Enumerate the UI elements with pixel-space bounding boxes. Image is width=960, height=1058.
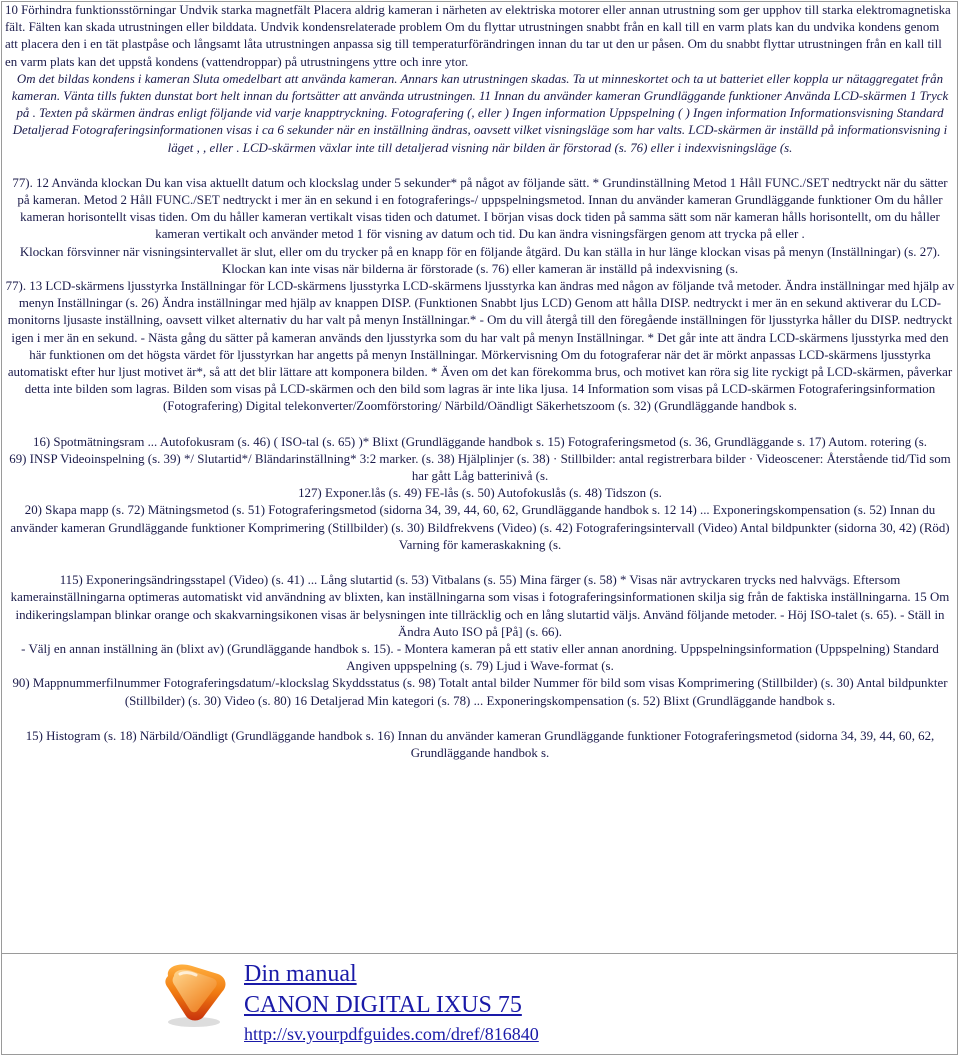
paragraph: 77). 12 Använda klockan Du kan visa aktuellt datum och klockslag under 5 sekunder* på något av följande sätt. * Grundinställning Metod 1 Håll FUNC./SET nedtryckt när du sätter på kameran. Metod 2 Håll FUNC./SET nedtryckt i mer än en sekund i en fotograferings-/ uppspelningsmetod. Innan du använder kameran Grundläggande funktioner Om du håller kameran horisontellt visas tiden. Om du håller kameran vertikalt visas tiden och datumet. I början visas dock tiden på samma sätt som när kameran hålls horisontellt, om du håller kameran vertikalt och använder metod 1 för visning av datum och tid. Du kan ändra visningsfärgen genom att trycka på eller . xyxy=(12,175,948,242)
paragraph: 20) Skapa mapp (s. 72) Mätningsmetod (s. 51) Fotograferingsmetod (sidorna 34, 39, 44, 60, 62, Grundläggande handbok s. 12 14) ... Exponeringskompensation (s. 52) Innan du använder kameran Grundläggande funktioner Komprimering (Stillbilder) (s. 30) Bildfrekvens (Video) (s. 42) Fotograferingsintervall (Video) Antal bildpunkter (sidorna 30, 42) (Röd) Varning för kameraskakning (s. xyxy=(10,503,950,552)
manual-link[interactable]: Din manual xyxy=(244,961,357,987)
paragraph: Om det bildas kondens i kameran Sluta omedelbart att använda kameran. Annars kan utrustningen skadas. Ta ut minneskortet och ta ut batteriet eller koppla ur nätaggregatet från kameran. Vänta tills fukten dunstat bort helt innan du fortsätter att använda utrustningen. 11 Innan du använder kameran Grundläggande funktioner Använda LCD-skärmen 1 Tryck på . Texten på skärmen ändras enligt följande vid varje knapptryckning. Fotografering (, eller ) Ingen information Uppspelning ( ) Ingen information Informationsvisning Standard Detaljerad Fotograferingsinformationen visas i ca 6 sekunder när en inställning ändras, oavsett vilket visningsläge som har valts. LCD-skärmen är inställd på informationsvisning i läget , , eller . LCD-skärmen växlar inte till detaljerad visning när bilden är förstorad (s. 76) eller i indexvisningsläge (s. xyxy=(11,71,949,155)
paragraph: 115) Exponeringsändringsstapel (Video) (s. 41) ... Lång slutartid (s. 53) Vitbalans (s. 55) Mina färger (s. 58) * Visas när avtryckaren trycks ned halvvägs. Eftersom kamerainställningarna optimeras automatiskt vid användning av blixten, kan inställningarna som visas i fotograferingsinformationen skilja sig från de faktiska inställningarna. 15 Om indikeringslampan blinkar orange och skakvarningsikonen visas är belysningen inte tillräcklig och en lång slutartid väljs. Använd följande metoder. - Höj ISO-talet (s. 65). - Ställ in Ändra Auto ISO på [På] (s. 66). xyxy=(10,573,950,639)
download-arrow-icon xyxy=(158,958,230,1030)
document-body xyxy=(5,2,955,762)
paragraph: 15) Histogram (s. 18) Närbild/Oändligt (Grundläggande handbok s. 16) Innan du använder kameran Grundläggande funktioner Fotograferingsmetod (sidorna 34, 39, 44, 60, 62, Grundläggande handbok s. xyxy=(25,728,935,760)
url-link[interactable]: http://sv.yourpdfguides.com/dref/816840 xyxy=(244,1024,539,1044)
footer-links xyxy=(244,960,539,1046)
footer-divider xyxy=(1,953,958,954)
paragraph: 69) INSP Videoinspelning (s. 39) */ Slutartid*/ Bländarinställning* 3:2 marker. (s. 38) Hjälplinjer (s. 38) · Stillbilder: antal registrerbara bilder · Videoscener: Återstående tid/Tid som har gått Låg batterinivå (s. xyxy=(9,451,951,484)
paragraph: - Välj en annan inställning än (blixt av) (Grundläggande handbok s. 15). - Montera kameran på ett stativ eller annan anordning. Uppspelningsinformation (Uppspelning) Standard Angiven uppspelning (s. 79) Ljud i Wave-format (s. xyxy=(21,641,939,674)
paragraph: 90) Mappnummerfilnummer Fotograferingsdatum/-klockslag Skyddsstatus (s. 98) Totalt antal bilder Nummer för bild som visas Komprimering (Stillbilder) (s. 30) Antal bildpunkter (Stillbilder) (s. 30) Video (s. 80) 16 Detaljerad Min kategori (s. 78) ... Exponeringskompensation (s. 52) Blixt (Grundläggande handbok s. xyxy=(12,676,948,708)
paragraph: 127) Exponer.lås (s. 49) FE-lås (s. 50) Autofokuslås (s. 48) Tidszon (s. xyxy=(298,486,662,501)
paragraph: 10 Förhindra funktionsstörningar Undvik starka magnetfält Placera aldrig kameran i närheten av elektriska motorer eller annan utrustning som ger upphov till starka elektromagnetiska fält. Fälten kan skada utrustningen eller bilddata. Undvik kondensrelaterade problem Om du flyttar utrustningen snabbt från en kall till en varm plats kan du undvika kondens genom att placera den i en tät plastpåse och långsamt låta utrustningen anpassa sig till temperaturförändringen innan du tar ut den ur påsen. Om du snabbt flyttar utrustningen från en kall till en varm plats kan det uppstå kondens (vattendroppar) på utrustningens yttre och inre ytor. xyxy=(5,3,951,69)
paragraph: 16) Spotmätningsram ... Autofokusram (s. 46) ( ISO-tal (s. 65) )* Blixt (Grundläggande handbok s. 15) Fotograferingsmetod (s. 36, Grundläggande s. 17) Autom. rotering (s. xyxy=(33,434,927,449)
paragraph: Klockan försvinner när visningsintervallet är slut, eller om du trycker på en knapp för en följande åtgärd. Du kan ställa in hur länge klockan visas på menyn (Inställningar) (s. 27). Klockan kan inte visas när bilderna är förstorade (s. 76) eller kameran är inställd på indexvisning (s. xyxy=(19,244,941,276)
model-link[interactable]: CANON DIGITAL IXUS 75 xyxy=(244,992,522,1018)
paragraph: 77). 13 LCD-skärmens ljusstyrka Inställningar för LCD-skärmens ljusstyrka LCD-skärmens ljusstyrka kan ändras med någon av följande två metoder. Ändra inställningar med hjälp av menyn Inställningar (s. 26) Ändra inställningar med hjälp av knappen DISP. (Funktionen Snabbt ljus LCD) Genom att hålla DISP. nedtryckt i mer än en sekund aktiverar du LCD-monitorns ljusaste inställning, oavsett vilket alternativ du har valt på menyn Inställningar.* - Om du vill återgå till den föregående inställningen för ljusstyrka håller du DISP. nedtryckt igen i mer än en sekund. - Nästa gång du sätter på kameran används den ljusstyrka som du har valt på menyn Inställningar. * Det går inte att ändra LCD-skärmens ljusstyrka med den här funktionen om det högsta värdet för ljusstyrkan har angetts på menyn Inställningar. Mörkervisning Om du fotograferar när det är mörkt anpassas LCD-skärmens ljusstyrka automatiskt efter hur ljust motivet är*, så att det blir lättare att komponera bilden. * Även om det kan förekomma brus, och motivet kan röra sig lite ryckigt på LCD-skärmen, påverkar detta inte bilden som lagras. Bilden som visas på LCD-skärmen och den bild som lagras är inte lika ljusa. 14 Information som visas på LCD-skärmen Fotograferingsinformation (Fotografering) Digital telekonverter/Zoomförstoring/ Närbild/Oändligt Säkerhetszoom (s. 32) (Grundläggande handbok s. xyxy=(5,279,955,414)
